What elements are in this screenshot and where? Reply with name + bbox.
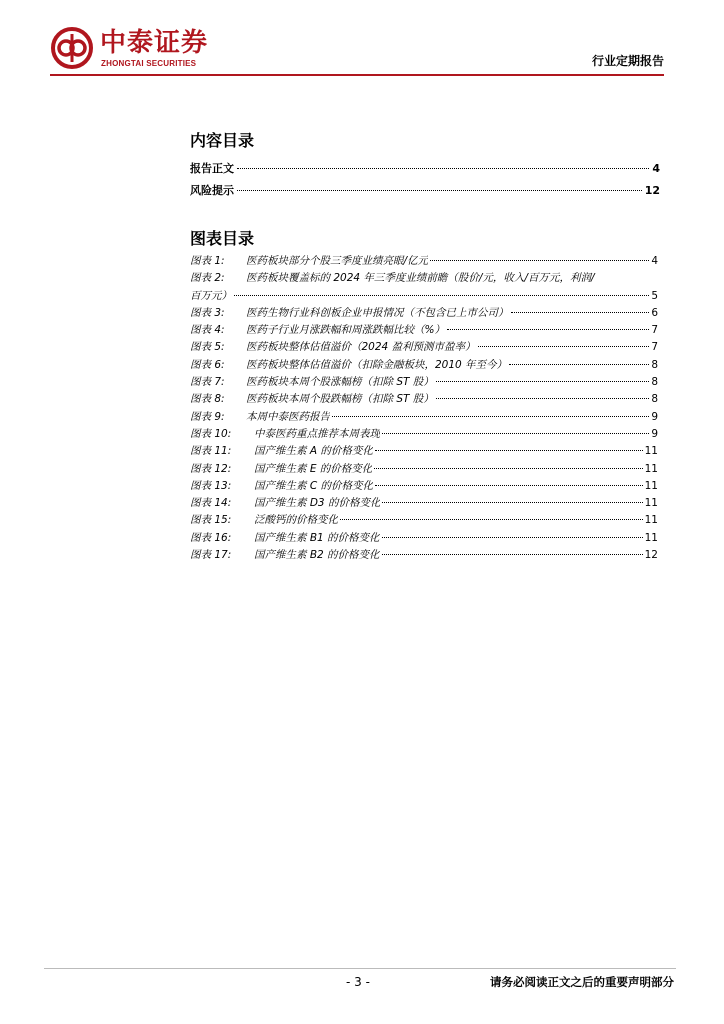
figure-title: 医药生物行业科创板企业申报情况（不包含已上市公司） — [246, 306, 509, 319]
toc-item[interactable] — [190, 182, 660, 204]
toc-leader — [382, 554, 643, 555]
toc-leader — [382, 433, 649, 434]
figure-item[interactable] — [190, 461, 658, 478]
company-logo — [50, 26, 230, 74]
toc-leader — [436, 381, 650, 382]
toc-leader — [447, 329, 649, 330]
toc-leader — [382, 502, 642, 503]
figure-page: 8 — [651, 393, 658, 406]
figure-item[interactable] — [190, 478, 658, 495]
figure-page: 11 — [644, 462, 658, 475]
figure-title: 本周中泰医药报告 — [246, 410, 330, 423]
toc-leader — [237, 190, 642, 191]
footer-divider — [44, 968, 676, 969]
figure-page: 7 — [651, 341, 658, 354]
toc-leader — [375, 450, 643, 451]
figure-item[interactable] — [190, 339, 658, 356]
figure-page: 11 — [644, 445, 658, 458]
figure-title: 医药板块本周个股涨幅榜（扣除 ST 股） — [246, 376, 434, 389]
figure-label: 图表 14: — [190, 497, 232, 510]
figure-title: 国产维生素 B1 的价格变化 — [254, 531, 380, 544]
figure-title: 医药子行业月涨跌幅和周涨跌幅比较（%） — [246, 324, 445, 337]
figure-label: 图表 8: — [190, 393, 225, 406]
figure-item[interactable] — [190, 270, 658, 287]
toc-item[interactable] — [190, 160, 660, 182]
figure-page: 9 — [651, 427, 658, 440]
toc-leader — [374, 468, 642, 469]
figure-item[interactable] — [190, 512, 658, 529]
figure-page: 4 — [651, 255, 658, 267]
figure-page: 11 — [644, 479, 658, 492]
figure-item[interactable] — [190, 357, 658, 374]
figure-label: 图表 15: — [190, 514, 232, 527]
figure-title: 泛酸钙的价格变化 — [254, 514, 338, 527]
figure-page: 9 — [651, 410, 658, 423]
figure-title: 医药板块整体估值溢价（2024 盈利预测市盈率） — [246, 341, 476, 354]
toc-item-page: 4 — [652, 162, 660, 175]
figure-item[interactable] — [190, 409, 658, 426]
figure-label: 图表 6: — [190, 358, 225, 371]
toc-leader — [382, 537, 643, 538]
toc-leader — [511, 312, 650, 313]
figure-label: 图表 13: — [190, 479, 232, 492]
figure-item[interactable] — [190, 391, 658, 408]
figure-title: 医药板块覆盖标的 2024 年三季度业绩前瞻（股价/元，收入/百万元，利润/ — [246, 272, 595, 285]
figure-title: 医药板块本周个股跌幅榜（扣除 ST 股） — [246, 393, 434, 406]
figure-title: 中泰医药重点推荐本周表现 — [254, 427, 380, 440]
toc-leader — [340, 519, 643, 520]
figure-item[interactable] — [190, 374, 658, 391]
figure-item-continued[interactable] — [190, 288, 658, 305]
figure-item[interactable] — [190, 426, 658, 443]
toc-leader — [375, 485, 643, 486]
figure-item[interactable] — [190, 530, 658, 547]
figures-list — [190, 253, 658, 564]
figure-item[interactable] — [190, 547, 658, 564]
figure-title: 国产维生素 B2 的价格变化 — [254, 549, 380, 562]
figure-page: 8 — [651, 358, 658, 371]
figure-title-continued: 百万元） — [190, 289, 232, 302]
toc-item-title: 报告正文 — [190, 162, 234, 175]
report-type: 行业定期报告 — [591, 54, 664, 68]
figure-label: 图表 1: — [190, 255, 225, 267]
figure-title: 国产维生素 D3 的价格变化 — [254, 497, 381, 510]
toc-item-title: 风险提示 — [190, 184, 234, 197]
figure-title: 医药板块部分个股三季度业绩亮眼/亿元 — [246, 255, 429, 267]
toc-leader — [237, 168, 649, 169]
toc-leader — [332, 416, 649, 417]
footer-disclaimer: 请务必阅读正文之后的重要声明部分 — [490, 975, 674, 989]
figure-label: 图表 10: — [190, 427, 232, 440]
figure-title: 国产维生素 E 的价格变化 — [254, 462, 373, 475]
figure-label: 图表 16: — [190, 531, 232, 544]
figure-page: 12 — [644, 549, 658, 562]
figure-label: 图表 3: — [190, 306, 225, 319]
contents-list — [190, 160, 660, 204]
figure-page: 11 — [644, 514, 658, 527]
brand-name-cn: 中泰证券 — [100, 28, 209, 58]
toc-leader — [478, 346, 650, 347]
figure-page: 8 — [651, 376, 658, 389]
figure-label: 图表 2: — [190, 272, 225, 285]
toc-leader — [509, 364, 649, 365]
figure-title: 医药板块整体估值溢价（扣除金融板块，2010 年至今） — [246, 358, 508, 371]
figure-page: 11 — [644, 531, 658, 544]
figure-title: 国产维生素 A 的价格变化 — [254, 445, 373, 458]
page-number: - 3 - — [346, 975, 370, 989]
figure-page: 5 — [651, 289, 658, 302]
figure-item[interactable] — [190, 443, 658, 460]
toc-leader — [430, 260, 649, 261]
figure-page: 7 — [651, 324, 658, 337]
figure-label: 图表 17: — [190, 549, 232, 562]
figure-item[interactable] — [190, 322, 658, 339]
figures-title: 图表目录 — [190, 229, 255, 248]
figure-label: 图表 12: — [190, 462, 232, 475]
figure-label: 图表 11: — [190, 445, 232, 458]
figure-title: 国产维生素 C 的价格变化 — [254, 479, 374, 492]
figure-label: 图表 9: — [190, 410, 225, 423]
zhongtai-logo-icon — [50, 26, 94, 70]
figure-page: 11 — [644, 497, 658, 510]
figure-label: 图表 5: — [190, 341, 225, 354]
toc-item-page: 12 — [644, 184, 660, 197]
header-divider — [50, 74, 664, 76]
figure-label: 图表 4: — [190, 324, 225, 337]
figure-page: 6 — [651, 306, 658, 319]
figure-item[interactable] — [190, 495, 658, 512]
figure-label: 图表 7: — [190, 376, 225, 389]
brand-name-en: ZHONGTAI SECURITIES — [101, 59, 197, 68]
toc-leader — [234, 295, 649, 296]
figure-item[interactable] — [190, 305, 658, 322]
contents-title: 内容目录 — [190, 131, 255, 150]
figure-item[interactable] — [190, 253, 658, 270]
toc-leader — [436, 398, 650, 399]
